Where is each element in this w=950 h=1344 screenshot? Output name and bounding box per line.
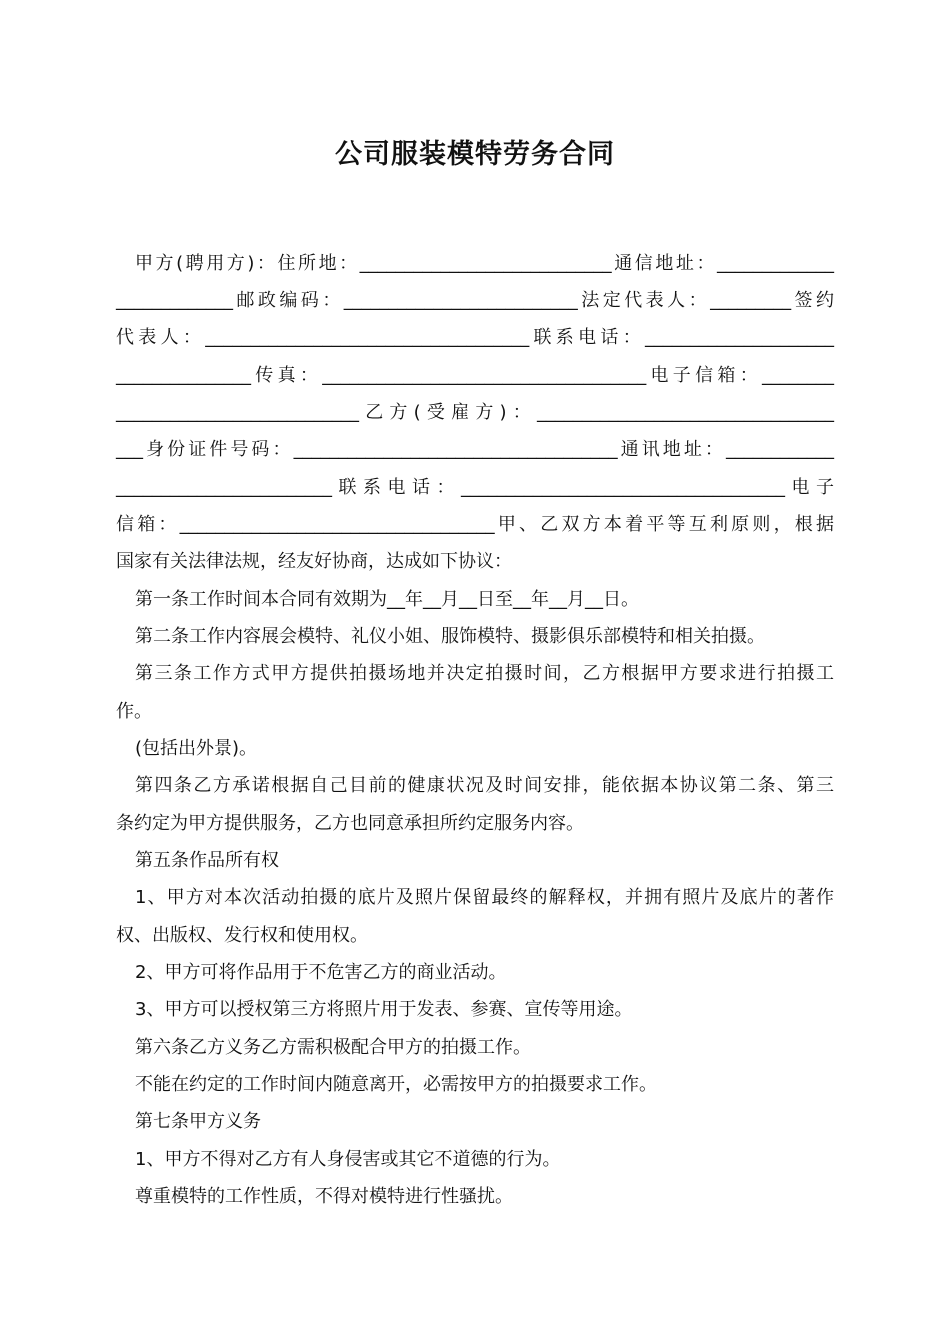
- party-b-line-1: ___________________________乙方(受雇方)：_________________________________: [116, 402, 834, 423]
- article-2: 第二条工作内容展会模特、礼仪小姐、服饰模特、摄影俱乐部模特和相关拍摄。: [135, 626, 765, 647]
- article-5-heading: 第五条作品所有权: [135, 850, 279, 871]
- article-1: 第一条工作时间本合同有效期为__年__月__日至__年__月__日。: [135, 589, 639, 610]
- article-4-line-1: 第四条乙方承诺根据自己目前的健康状况及时间安排，能依据本协议第二条、第三: [135, 775, 834, 796]
- article-4-line-2: 条约定为甲方提供服务，乙方也同意承担所约定服务内容。: [116, 813, 584, 834]
- party-a-line-2: _____________邮政编码：__________________________法定代表人：_________签约: [116, 290, 834, 311]
- article-5-item-2: 2、甲方可将作品用于不危害乙方的商业活动。: [135, 962, 507, 983]
- party-a-line-3: 代表人：____________________________________联系电话：_____________________: [116, 327, 834, 348]
- article-5-item-3: 3、甲方可以授权第三方将照片用于发表、参赛、宣传等用途。: [135, 999, 633, 1020]
- party-a-line-1: 甲方(聘用方)：住所地：____________________________通信地址：_____________: [135, 253, 834, 274]
- article-7-item-1-continued: 尊重模特的工作性质，不得对模特进行性骚扰。: [135, 1186, 513, 1207]
- party-a-line-4: _______________传真：____________________________________电子信箱：________: [116, 365, 834, 386]
- article-7-heading: 第七条甲方义务: [135, 1111, 261, 1132]
- article-6-continued: 不能在约定的工作时间内随意离开，必需按甲方的拍摄要求工作。: [135, 1074, 657, 1095]
- party-b-line-4: 信箱：___________________________________甲、乙双方本着平等互利原则，根据: [116, 514, 834, 535]
- article-3-note: (包括出外景)。: [135, 738, 258, 759]
- article-3-line-1: 第三条工作方式甲方提供拍摄场地并决定拍摄时间，乙方根据甲方要求进行拍摄工: [135, 663, 834, 684]
- preamble-line: 国家有关法律法规，经友好协商，达成如下协议：: [116, 551, 512, 572]
- party-b-line-3: ________________________联系电话：____________________________________电子: [116, 477, 834, 498]
- article-5-item-1-line-1: 1、甲方对本次活动拍摄的底片及照片保留最终的解释权，并拥有照片及底片的著作: [135, 887, 834, 908]
- party-b-line-2: ___身份证件号码：____________________________________通讯地址：____________: [116, 439, 834, 460]
- article-5-item-1-line-2: 权、出版权、发行权和使用权。: [116, 925, 368, 946]
- article-3-line-2: 作。: [116, 701, 152, 722]
- document-title: 公司服装模特劳务合同: [335, 139, 615, 170]
- article-7-item-1: 1、甲方不得对乙方有人身侵害或其它不道德的行为。: [135, 1149, 561, 1170]
- article-6: 第六条乙方义务乙方需积极配合甲方的拍摄工作。: [135, 1037, 531, 1058]
